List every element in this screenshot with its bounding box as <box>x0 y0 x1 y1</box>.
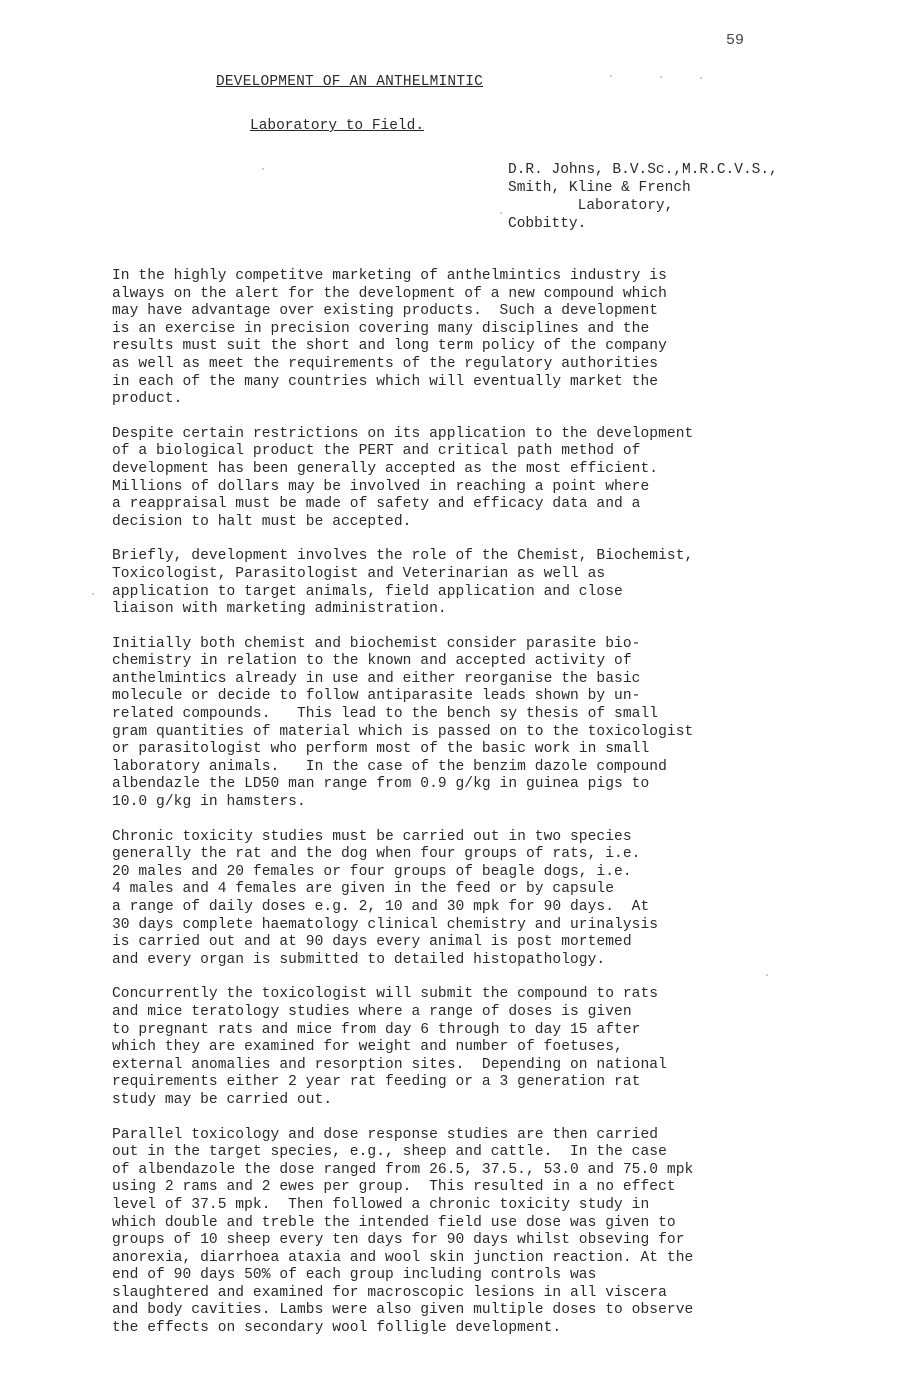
author-organisation-line: Smith, Kline & French <box>508 180 691 196</box>
document-subtitle: Laboratory to Field. <box>250 118 425 134</box>
paragraph-chronic-toxicity: Chronic toxicity studies must be carried out in two species generally the rat and the dog when four groups of rats, i.e. 20 males and 20 females or four groups of beagle dogs, i.e. 4 males and 4 females are given in the feed or by capsule a range of daily doses e.g. 2, 10 and 30 mpk for 90 days. At 30 days complete haematology clinical chemistry and urinalysis is carried out and at 90 days every animal is post mortemed and every organ is submitted to detailed histopathology. <box>112 828 659 968</box>
author-laboratory-line: Laboratory, <box>508 198 674 214</box>
document-title: DEVELOPMENT OF AN ANTHELMINTIC <box>216 74 484 90</box>
scan-speck <box>500 212 502 214</box>
paragraph-teratology: Concurrently the toxicologist will submit the compound to rats and mice teratology studies where a range of doses is given to pregnant rats and mice from day 6 through to day 15 after which they are examined for weight and number of foetuses, external anomalies and resorption sites. Depending on national requirements either 2 year rat feeding or a 3 generation rat study may be carried out. <box>112 986 667 1108</box>
document-body <box>112 268 842 1355</box>
scan-speck <box>700 77 702 79</box>
paragraph-chemistry: Initially both chemist and biochemist consider parasite bio- chemistry in relation to the known and accepted activity of anthelmintics already in use and either reorganise the basic molecule or decide to follow antiparasite leads shown by un- related compounds. This lead to the bench sy thesis of small gram quantities of material which is passed on to the toxicologist or parasitologist who perform most of the basic work in small laboratory animals. In the case of the benzim dazole compound albendazle the LD50 man range from 0.9 g/kg in guinea pigs to 10.0 g/kg in hamsters. <box>112 635 694 811</box>
scan-speck <box>610 75 612 77</box>
scan-speck <box>262 168 264 170</box>
paragraph-target-species: Parallel toxicology and dose response studies are then carried out in the target species, e.g., sheep and cattle. In the case of albendazole the dose ranged from 26.5, 37.5., 53.0 and 75.0 mpk using 2 rams and 2 ewes per group. This resulted in a no effect level of 37.5 mpk. Then followed a chronic toxicity study in which double and treble the intended field use dose was given to groups of 10 sheep every ten days for 90 days whilst obseving for anorexia, diarrhoea ataxia and wool skin junction reaction. At the end of 90 days 50% of each group including controls was slaughtered and examined for macroscopic lesions in all viscera and body cavities. Lambs were also given multiple doses to observe the effects on secondary wool folligle development. <box>112 1126 694 1337</box>
page-number: 59 <box>726 32 745 49</box>
paragraph-pert-method: Despite certain restrictions on its application to the development of a biological product the PERT and critical path method of development has been generally accepted as the most efficient. Millions of dollars may be involved in reaching a point where a reappraisal must be made of safety and efficacy data and a decision to halt must be accepted. <box>112 425 694 530</box>
scan-speck <box>92 593 94 595</box>
paragraph-introduction: In the highly competitve marketing of anthelmintics industry is always on the alert for the development of a new compound which may have advantage over existing products. Such a development is an exercise in precision covering many disciplines and the results must suit the short and long term policy of the company as well as meet the requirements of the regulatory authorities in each of the many countries which will eventually market the product. <box>112 268 667 408</box>
scan-speck <box>660 76 662 78</box>
scan-speck <box>766 974 768 976</box>
paragraph-roles: Briefly, development involves the role of the Chemist, Biochemist, Toxicologist, Parasitologist and Veterinarian as well as application to target animals, field application and close liaison with marketing administration. <box>112 548 694 618</box>
author-block <box>508 161 778 233</box>
author-name-line: D.R. Johns, B.V.Sc.,M.R.C.V.S., <box>508 162 778 178</box>
author-location-line: Cobbitty. <box>508 216 587 232</box>
